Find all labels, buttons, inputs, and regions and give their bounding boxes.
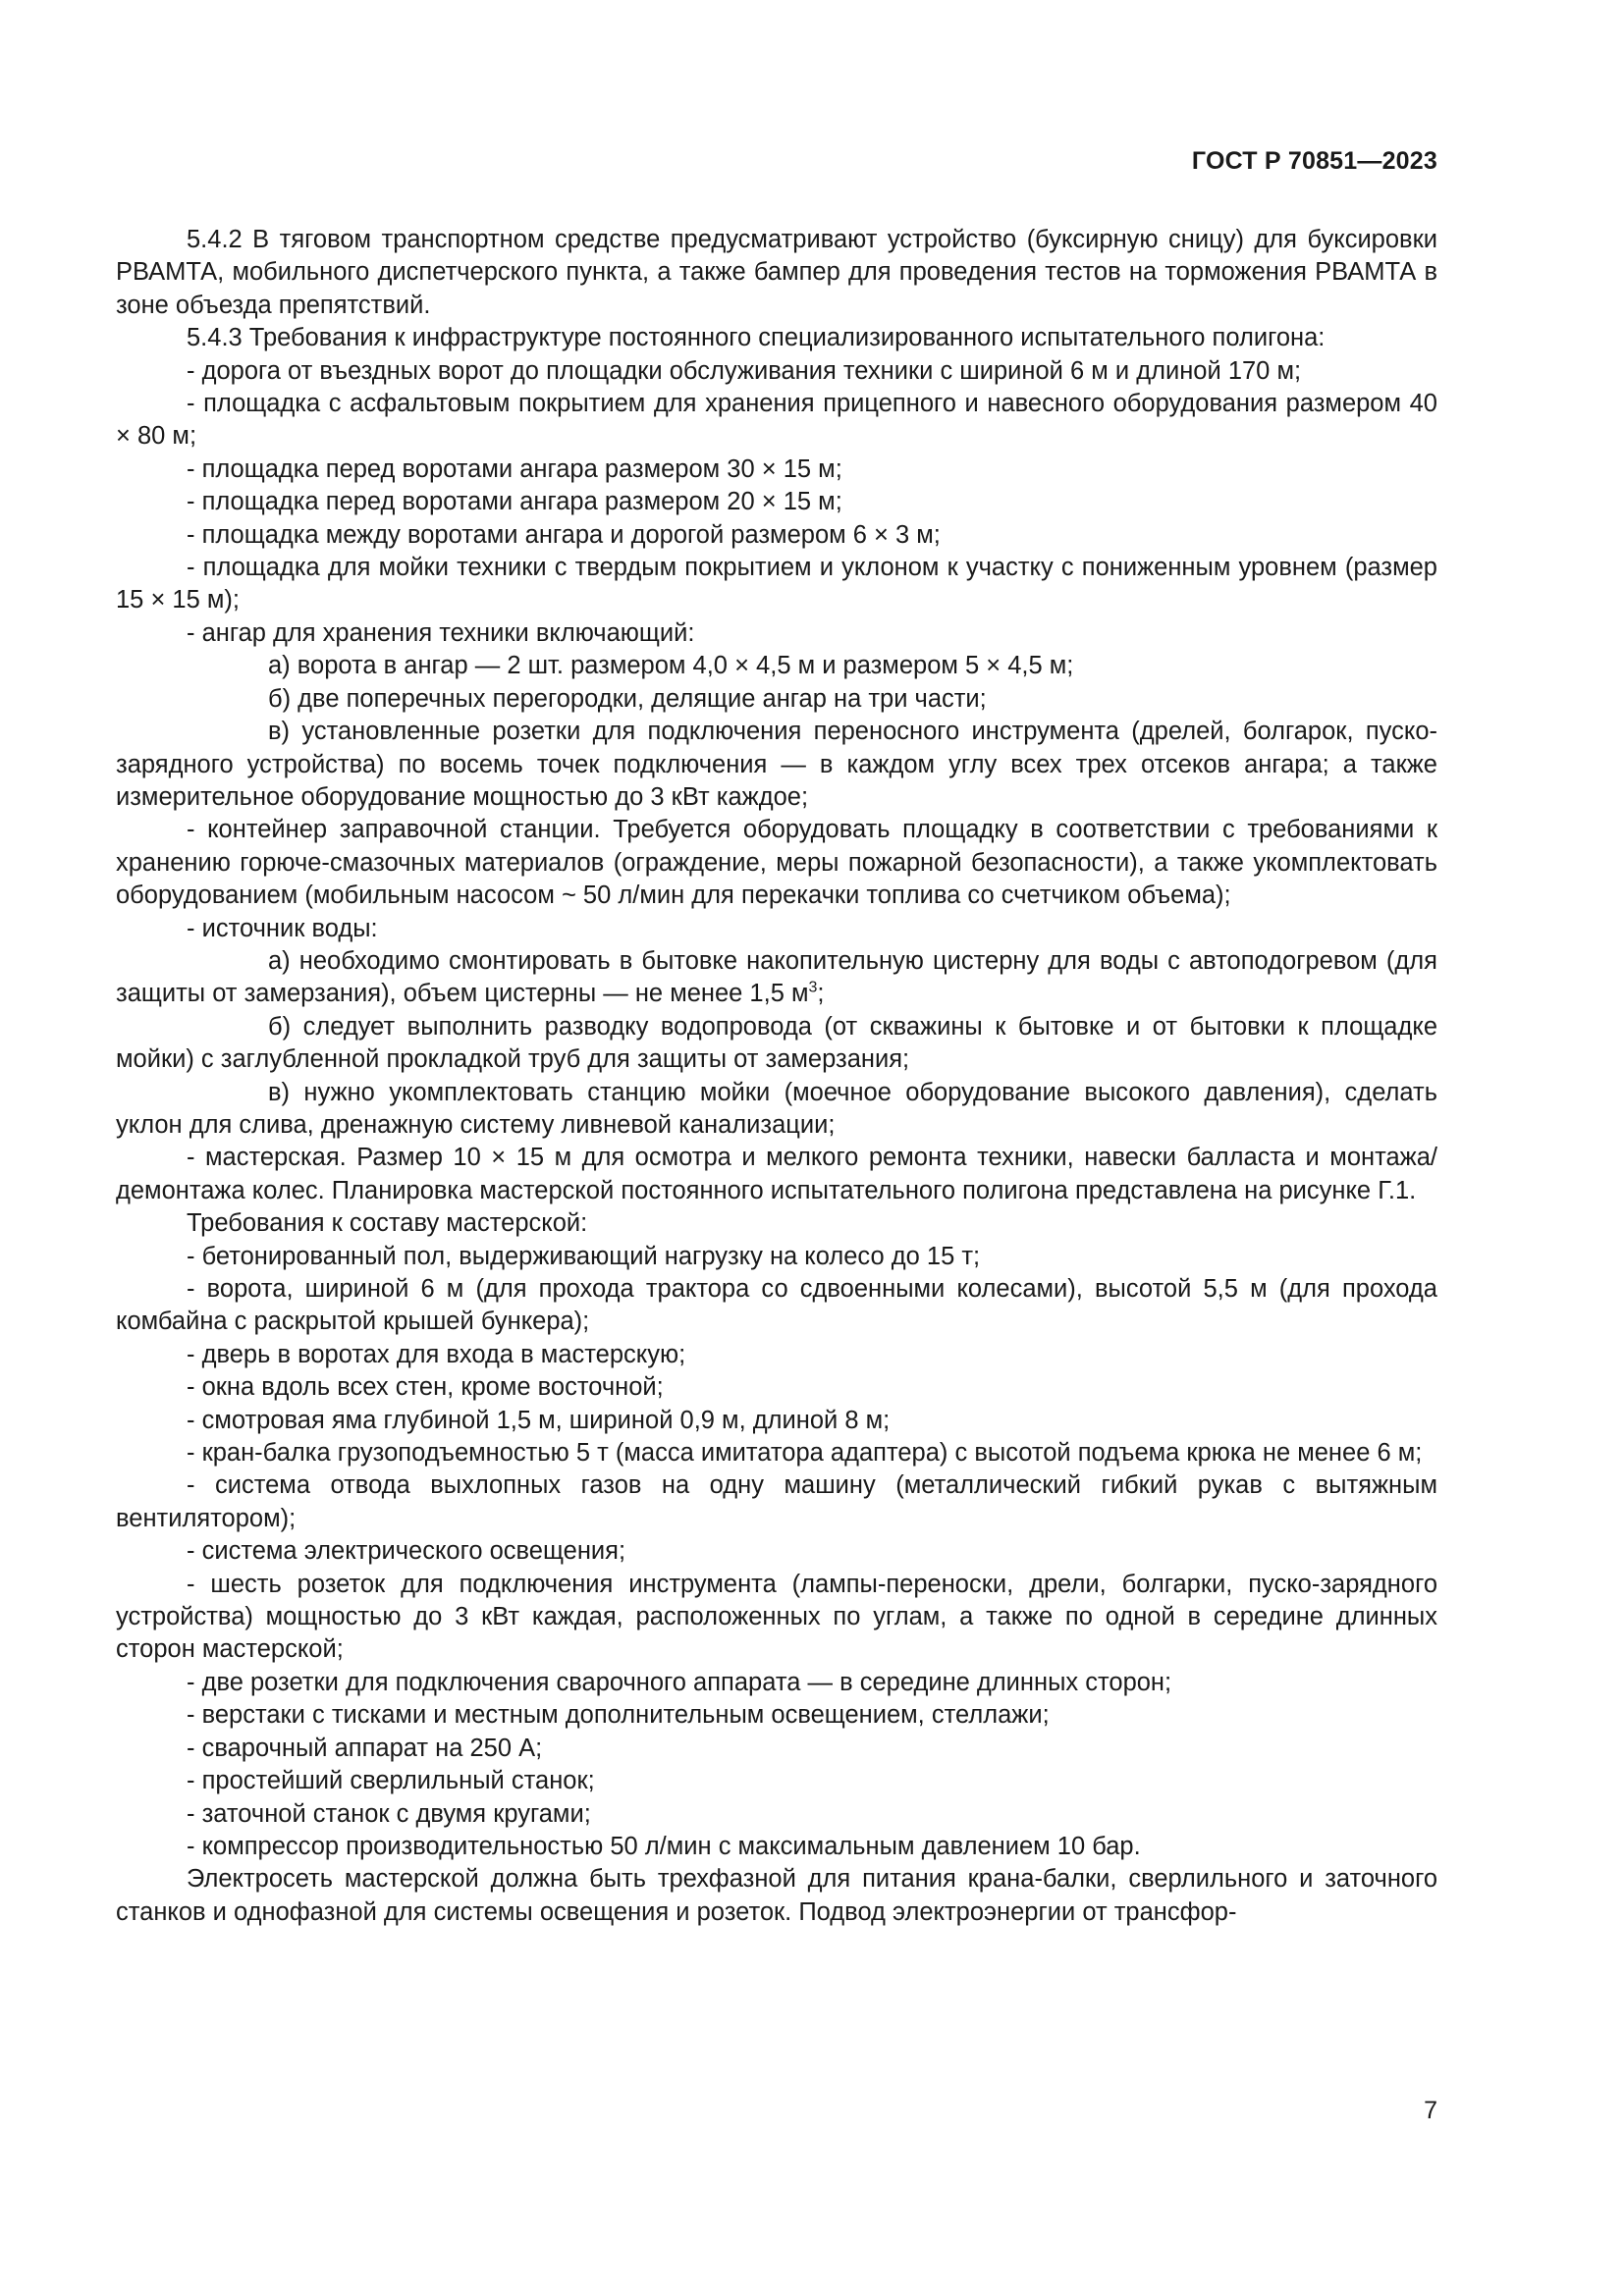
list-item: - дорога от въездных ворот до площадки обслуживания техники с шириной 6 м и длиной 170 м;: [187, 356, 1302, 385]
sub-item: в) нужно укомплектовать станцию мойки (моечное оборудование высокого давления), сделать уклон для слива, дренажную систему ливневой канализации;: [116, 1078, 1437, 1139]
list-item: - ворота, шириной 6 м (для прохода трактора со сдвоенными колесами), высотой 5,5 м (для прохода комбайна с раскрытой крышей бункера);: [116, 1275, 1437, 1336]
list-item: - заточной станок с двумя кругами;: [187, 1799, 591, 1828]
list-item: - источник воды:: [187, 914, 378, 942]
list-item: - дверь в воротах для входа в мастерскую;: [187, 1340, 686, 1368]
document-code-header: ГОСТ Р 70851—2023: [1191, 147, 1437, 175]
list-item: - контейнер заправочной станции. Требуется оборудовать площадку в соответствии с требованиями к хранению горюче-смазочных материалов (ограждение, меры пожарной безопасности), а также укомплектовать оборудованием (мобильным насосом ~ 50 л/мин для перекачки топлива со счетчиком объема);: [116, 816, 1437, 910]
list-item: - компрессор производительностью 50 л/мин с максимальным давлением 10 бар.: [187, 1832, 1141, 1860]
list-item: - сварочный аппарат на 250 А;: [187, 1734, 543, 1762]
sub-item-suffix: ;: [817, 980, 825, 1008]
list-item: - площадка для мойки техники с твердым покрытием и уклоном к участку с пониженным уровнем (размер 15 × 15 м);: [116, 554, 1437, 614]
list-item: - площадка с асфальтовым покрытием для хранения прицепного и навесного оборудования размером 40 × 80 м;: [116, 390, 1437, 451]
list-item: - система отвода выхлопных газов на одну машину (металлический гибкий рукав с вытяжным вентилятором);: [116, 1471, 1437, 1532]
list-item: - площадка перед воротами ангара размером 30 × 15 м;: [187, 454, 842, 483]
list-item: - смотровая яма глубиной 1,5 м, шириной 0,9 м, длиной 8 м;: [187, 1406, 891, 1434]
paragraph: Требования к составу мастерской:: [187, 1209, 588, 1238]
paragraph-5-4-3: 5.4.3 Требования к инфраструктуре постоянного специализированного испытательного полигона:: [187, 324, 1326, 352]
page-number: 7: [1424, 2097, 1437, 2124]
superscript: 3: [808, 979, 818, 996]
list-item: - система электрического освещения;: [187, 1537, 626, 1566]
list-item: - ангар для хранения техники включающий:: [187, 618, 695, 647]
list-item: - верстаки с тисками и местным дополнительным освещением, стеллажи;: [187, 1701, 1050, 1730]
list-item: - площадка перед воротами ангара размером 20 × 15 м;: [187, 488, 842, 516]
sub-item-text: а) необходимо смонтировать в бытовке накопительную цистерну для воды с автоподогревом (для защиты от замерзания), объем цистерны — не менее 1,5 м: [116, 946, 1437, 1008]
list-item: - кран-балка грузоподъемностью 5 т (масса имитатора адаптера) с высотой подъема крюка не менее 6 м;: [187, 1439, 1423, 1468]
list-item: - шесть розеток для подключения инструмента (лампы-переноски, дрели, болгарки, пуско-зарядного устройства) мощностью до 3 кВт каждая, расположенных по углам, а также по одной в середине длинных сторон мастерской;: [116, 1570, 1437, 1664]
paragraph-5-4-2: 5.4.2 В тяговом транспортном средстве предусматривают устройство (буксирную сницу) для буксировки РВАМТА, мобильного диспетчерского пункта, а также бампер для проведения тестов на торможения РВАМТА в зоне объезда препятствий.: [116, 226, 1437, 319]
list-item: - площадка между воротами ангара и дорогой размером 6 × 3 м;: [187, 520, 941, 549]
paragraph: Электросеть мастерской должна быть трехфазной для питания крана-балки, сверлильного и заточного станков и однофазной для системы освещения и розеток. Подвод электроэнергии от трансфор-: [116, 1865, 1437, 1926]
list-item: - окна вдоль всех стен, кроме восточной;: [187, 1373, 664, 1402]
list-item: - бетонированный пол, выдерживающий нагрузку на колесо до 15 т;: [187, 1242, 981, 1270]
body-text: [116, 224, 1437, 1929]
sub-item: в) установленные розетки для подключения переносного инструмента (дрелей, болгарок, пуско-зарядного устройства) по восемь точек подключения — в каждом углу всех трех отсеков ангара; а также измерительное оборудование мощностью до 3 кВт каждое;: [116, 718, 1437, 811]
list-item: - простейший сверлильный станок;: [187, 1767, 595, 1795]
list-item: - мастерская. Размер 10 × 15 м для осмотра и мелкого ремонта техники, навески балласта и монтажа/демонтажа колес. Планировка мастерской постоянного испытательного полигона представлена на рисунке Г.1.: [116, 1144, 1437, 1204]
sub-item: б) две поперечных перегородки, делящие ангар на три части;: [268, 684, 987, 713]
sub-item: [116, 945, 1437, 1011]
sub-item: а) ворота в ангар — 2 шт. размером 4,0 × 4,5 м и размером 5 × 4,5 м;: [268, 652, 1074, 680]
sub-item: б) следует выполнить разводку водопровода (от скважины к бытовке и от бытовки к площадке мойки) с заглубленной прокладкой труб для защиты от замерзания;: [116, 1012, 1437, 1074]
list-item: - две розетки для подключения сварочного аппарата — в середине длинных сторон;: [187, 1668, 1172, 1696]
